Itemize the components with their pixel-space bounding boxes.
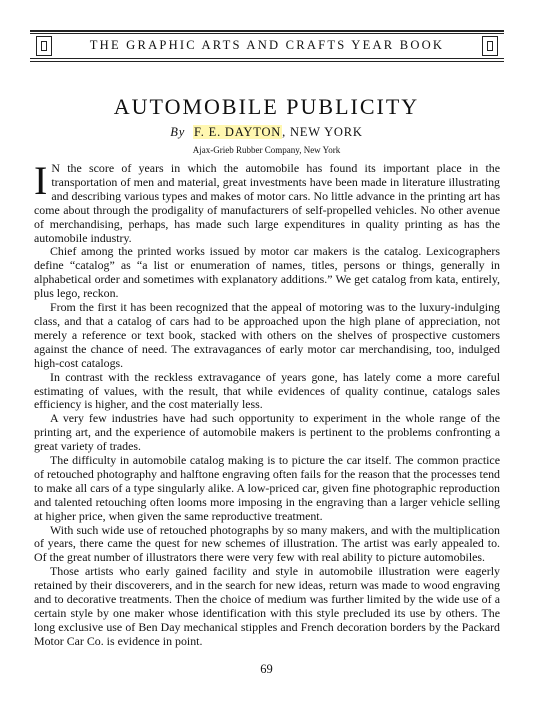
header-rule-top-inner (30, 33, 504, 34)
header-ornament-right (482, 36, 498, 56)
paragraph-6: The difficulty in automobile catalog making is to picture the car itself. The common practice of retouched photography and halftone engraving often fails for the reason that the processes tend to make all cars of a type singularly alike. A low-priced car, given fine photographic reproduction and talented retouching often looms more imposing in the engraving than a larger vehicle selling at higher price, when given the same reproductive treatment. (34, 453, 500, 523)
article-body (34, 158, 500, 649)
running-header-title: THE GRAPHIC ARTS AND CRAFTS YEAR BOOK (89, 38, 445, 52)
header-rule-bottom (30, 61, 504, 63)
paragraph-2: Chief among the printed works issued by motor car makers is the catalog. Lexicographers define “catalog” as “a list or enumeration of names, titles, persons or things, generally in alphabetical order and sometimes with explanatory additions.” We get catalog from kata, entirely, plus lego, reckon. (34, 244, 500, 301)
paragraph-4: In contrast with the reckless extravagance of years gone, has lately come a more careful estimating of values, with the result, that while evidences of quality continue, catalogs sales efficiency is higher, and the cost materially less. (34, 369, 500, 412)
author-affiliation: Ajax-Grieb Rubber Company, New York (192, 145, 341, 155)
header-rule-bottom-inner (30, 58, 504, 59)
header-rule-top (30, 30, 504, 32)
byline-by: By (170, 125, 186, 139)
byline (0, 125, 533, 140)
article-title: AUTOMOBILE PUBLICITY (113, 94, 420, 119)
paragraph-5: A very few industries have had such opportunity to experiment in the whole range of the printing art, and the experience of automobile makers is pertinent to the problems confronting a great variety of trades. (34, 411, 500, 454)
paragraph-8: Those artists who early gained facility and style in automobile illustration were eagerly retained by their discoverers, and in the search for new ideas, return was made to wood engraving and to decorative treatments. Then the choice of medium was further limited by the wide use of a certain style by one maker whose identification with this style precluded its use by others. The long exclusive use of Ben Day mechanical stipples and French decoration borders by the Packard Motor Car Co. is evidence in point. (34, 564, 500, 648)
paragraph-1 (34, 158, 500, 245)
author-name: F. E. DAYTON (194, 125, 282, 139)
paragraph-3: From the first it has been recognized that the appeal of motoring was to the luxury-indulging class, and that a catalog of cars had to be approached upon the high plane of appreciation, not merely a reference or text book, stacked with others on the shelves of prospective customers against the chance of need. The extravagances of early motor car merchandising, too, indulged high-cost catalogs. (34, 300, 500, 370)
running-header (30, 30, 504, 62)
paragraph-text: N the score of years in which the automobile has found its important place in the transportation of men and material, great investments have been made in literature illustrating and describing various types and makes of motor cars. No little advance in the printing art has come about through the prodigality of manufacturers of self-propelled vehicles. No other avenue of merchandising, perhaps, has made such large expenditures in quality printing as has the automobile industry. (34, 161, 500, 245)
header-ornament-left (36, 36, 52, 56)
page-number: 69 (260, 662, 273, 676)
drop-cap: I (34, 158, 48, 203)
paragraph-7: With such wide use of retouched photographs by so many makers, and with the multiplication of years, there came the quest for new schemes of illustration. The artist was early appealed to. Of the great number of illustrators there were very few with real ability to picture automobiles. (34, 522, 500, 565)
author-location: , NEW YORK (282, 125, 363, 139)
